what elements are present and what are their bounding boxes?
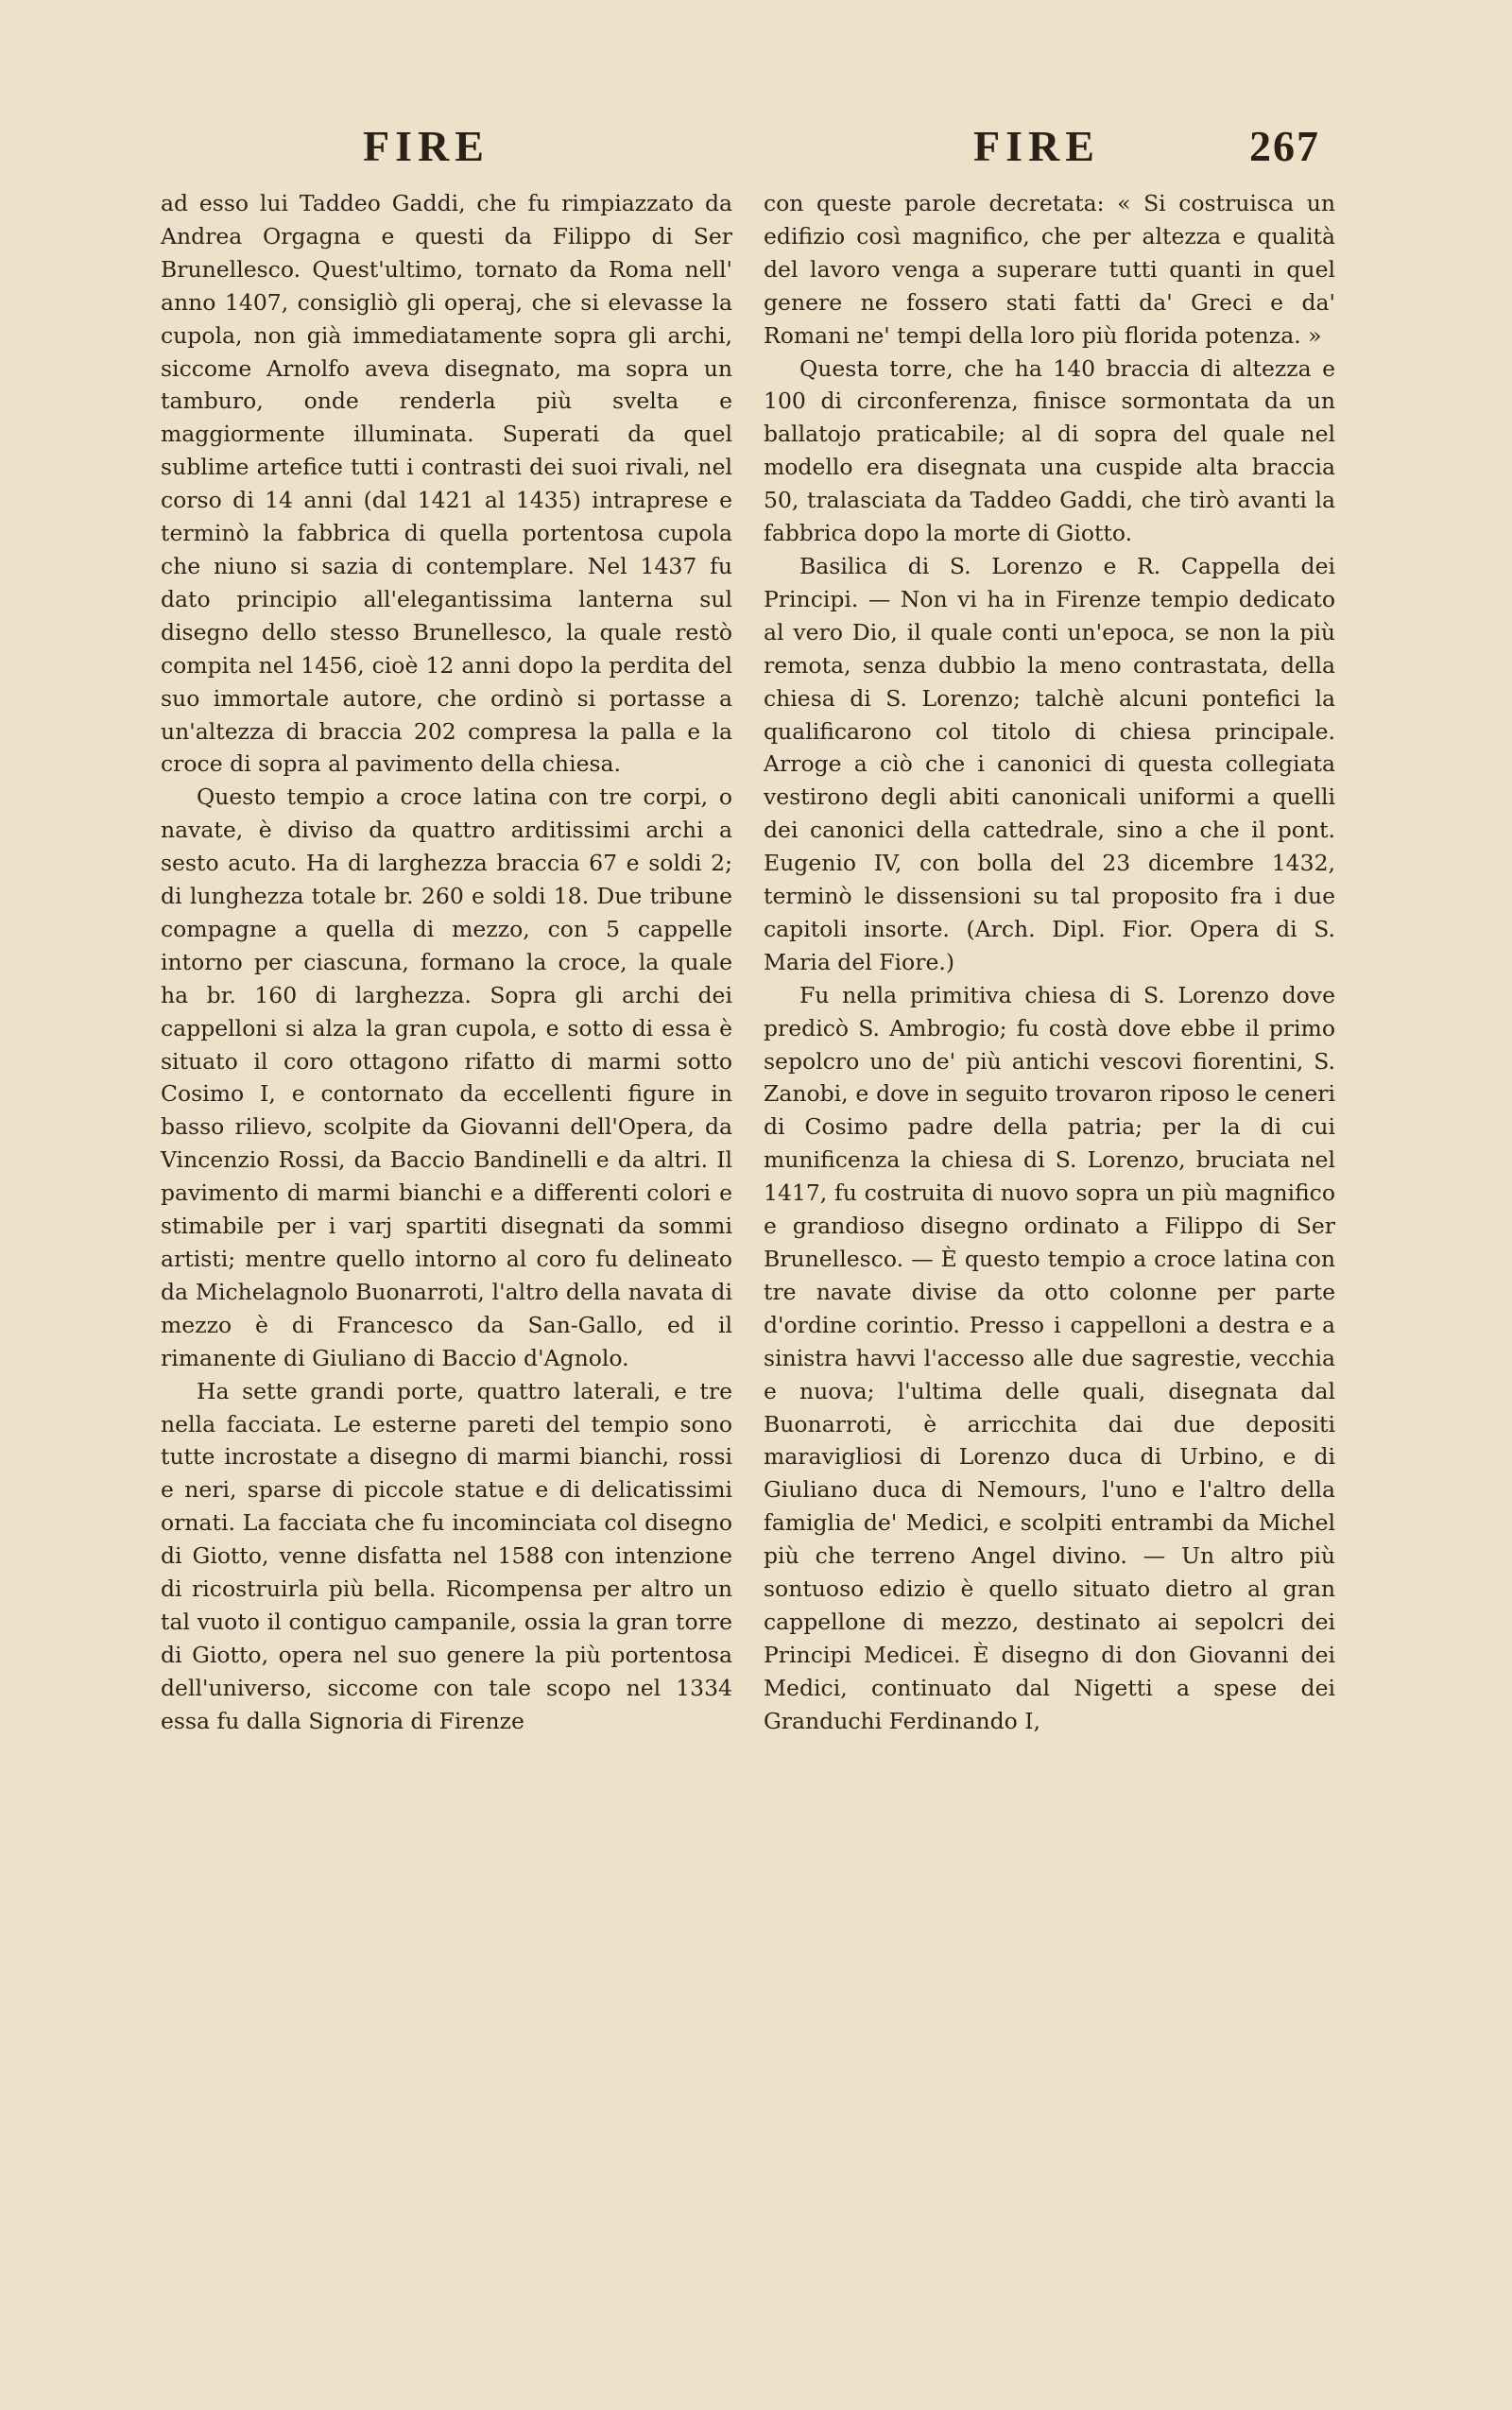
paragraph: Basilica di S. Lorenzo e R. Cappella dei Principi. — Non vi ha in Firenze tempio dedicato al vero Dio, il quale conti un'epoca, se non la più remota, senza dubbio la meno contrastata, della chiesa di S. Lorenzo; talchè alcuni pontefici la qualificarono col titolo di chiesa principale. Arroge a ciò che i canonici di questa collegiata vestirono degli abiti canonicali uniformi a quelli dei canonici della cattedrale, sino a che il pont. Eugenio IV, con bolla del 23 dicembre 1432, terminò le dissensioni su tal proposito fra i due capitoli insorte. (Arch. Dipl. Fior. Opera di S. Maria del Fiore.) — [764, 552, 1335, 975]
paragraph: Questa torre, che ha 140 braccia di altezza e 100 di circonferenza, finisce sormontata da un ballatojo praticabile; al di sopra del quale nel modello era disegnata una cuspide alta braccia 50, tralasciata da Taddeo Gaddi, che tirò avanti la fabbrica dopo la morte di Giotto. — [764, 354, 1335, 547]
left-column — [161, 187, 732, 1738]
left-running-title: FIRE — [363, 122, 490, 170]
right-running-title: FIRE — [973, 122, 1100, 170]
paragraph: con queste parole decretata: « Si costruisca un edifizio così magnifico, che per altezza e qualità del lavoro venga a superare tutti quanti in quel genere ne fossero stati fatti da' Greci e da' Romani ne' tempi della loro più florida potenza. » — [764, 190, 1335, 349]
paragraph: ad esso lui Taddeo Gaddi, che fu rimpiazzato da Andrea Orgagna e questi da Filippo di Ser Brunellesco. Quest'ultimo, tornato da Roma nell' anno 1407, consigliò gli operaj, che si elevasse la cupola, non già immediatamente sopra gli archi, siccome Arnolfo aveva disegnato, ma sopra un tamburo, onde renderla più svelta e maggiormente illuminata. Superati da quel sublime artefice tutti i contrasti dei suoi rivali, nel corso di 14 anni (dal 1421 al 1435) intraprese e terminò la fabbrica di quella portentosa cupola che niuno si sazia di contemplare. Nel 1437 fu dato principio all'elegantissima lanterna sul disegno dello stesso Brunellesco, la quale restò compita nel 1456, cioè 12 anni dopo la perdita del suo immortale autore, che ordinò si portasse a un'altezza di braccia 202 compresa la palla e la croce di sopra al pavimento della chiesa. — [161, 190, 732, 778]
paragraph: Fu nella primitiva chiesa di S. Lorenzo dove predicò S. Ambrogio; fu costà dove ebbe il primo sepolcro uno de' più antichi vescovi fiorentini, S. Zanobi, e dove in seguito trovaron riposo le ceneri di Cosimo padre della patria; per la di cui munificenza la chiesa di S. Lorenzo, bruciata nel 1417, fu costruita di nuovo sopra un più magnifico e grandioso disegno ordinato a Filippo di Ser Brunellesco. — È questo tempio a croce latina con tre navate divise da otto colonne per parte d'ordine corintio. Presso i cappelloni a destra e a sinistra havvi l'accesso alle due sagrestie, vecchia e nuova; l'ultima delle quali, disegnata dal Buonarroti, è arricchita dai due depositi maravigliosi di Lorenzo duca di Urbino, e di Giuliano duca di Nemours, l'uno e l'altro della famiglia de' Medici, e scolpiti entrambi da Michel più che terreno Angel divino. — Un altro più sontuoso edizio è quello situato dietro al gran cappellone di mezzo, destinato ai sepolcri dei Principi Medicei. È disegno di don Giovanni dei Medici, continuato dal Nigetti a spese dei Granduchi Ferdinando I, — [764, 981, 1335, 1734]
right-column — [764, 187, 1335, 1738]
running-header — [0, 121, 1512, 178]
page-number: 267 — [1249, 122, 1320, 170]
paragraph: Ha sette grandi porte, quattro laterali, e tre nella facciata. Le esterne pareti del tempio sono tutte incrostate a disegno di marmi bianchi, rossi e neri, sparse di piccole statue e di delicatissimi ornati. La facciata che fu incominciata col disegno di Giotto, venne disfatta nel 1588 con intenzione di ricostruirla più bella. Ricompensa per altro un tal vuoto il contiguo campanile, ossia la gran torre di Giotto, opera nel suo genere la più portentosa dell'universo, siccome con tale scopo nel 1334 essa fu dalla Signoria di Firenze — [161, 1377, 732, 1734]
paragraph: Questo tempio a croce latina con tre corpi, o navate, è diviso da quattro arditissimi archi a sesto acuto. Ha di larghezza braccia 67 e soldi 2; di lunghezza totale br. 260 e soldi 18. Due tribune compagne a quella di mezzo, con 5 cappelle intorno per ciascuna, formano la croce, la quale ha br. 160 di larghezza. Sopra gli archi dei cappelloni si alza la gran cupola, e sotto di essa è situato il coro ottagono rifatto di marmi sotto Cosimo I, e contornato da eccellenti figure in basso rilievo, scolpite da Giovanni dell'Opera, da Vincenzio Rossi, da Baccio Bandinelli e da altri. Il pavimento di marmi bianchi e a differenti colori e stimabile per i varj spartiti disegnati da sommi artisti; mentre quello intorno al coro fu delineato da Michelagnolo Buonarroti, l'altro della navata di mezzo è di Francesco da San-Gallo, ed il rimanente di Giuliano di Baccio d'Agnolo. — [161, 783, 732, 1371]
